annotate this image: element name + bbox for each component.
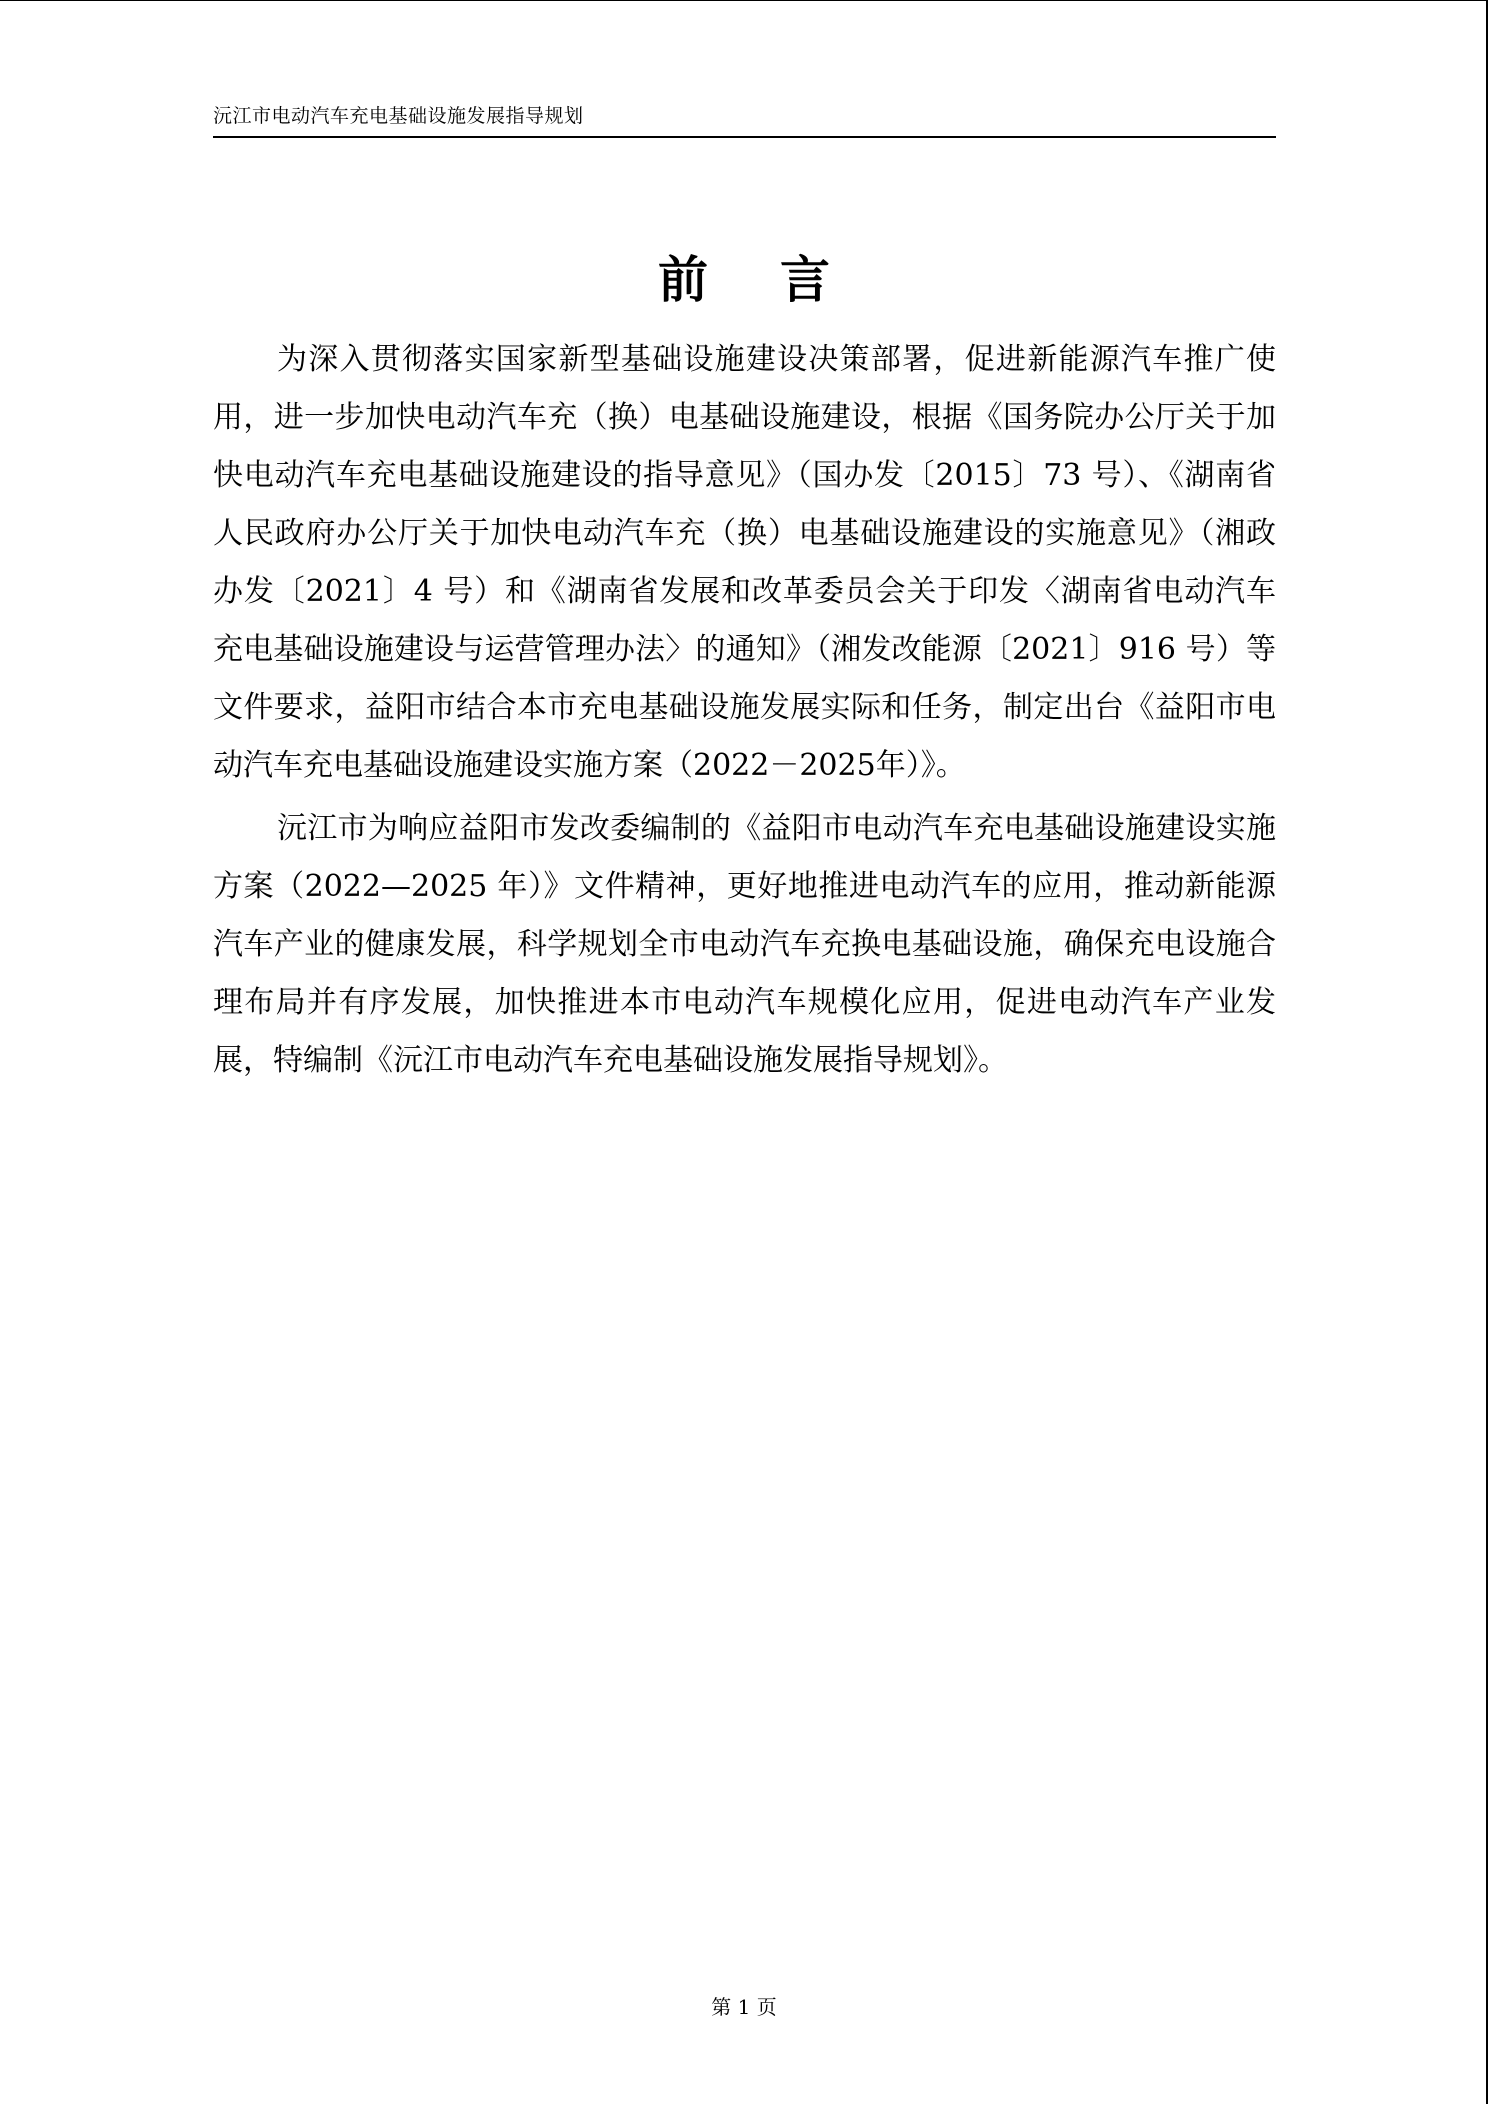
paragraph: 沅江市为响应益阳市发改委编制的《益阳市电动汽车充电基础设施建设实施方案（2022—2025 年）》文件精神，更好地推进电动汽车的应用，推动新能源汽车产业的健康发展，科学规划全市电动汽车充换电基础设施，确保充电设施合理布局并有序发展，加快推进本市电动汽车规模化应用，促进电动汽车产业发展，特编制《沅江市电动汽车充电基础设施发展指导规划》。 — [213, 811, 1276, 1078]
paragraph: 为深入贯彻落实国家新型基础设施建设决策部署，促进新能源汽车推广使用，进一步加快电动汽车充（换）电基础设施建设，根据《国务院办公厅关于加快电动汽车充电基础设施建设的指导意见》（国办发〔2015〕73 号）、《湖南省人民政府办公厅关于加快电动汽车充（换）电基础设施建设的实施意见》（湘政办发〔2021〕4 号）和《湖南省发展和改革委员会关于印发〈湖南省电动汽车充电基础设施建设与运营管理办法〉的通知》（湘发改能源〔2021〕916 号）等文件要求，益阳市结合本市充电基础设施发展实际和任务，制定出台《益阳市电动汽车充电基础设施建设实施方案（2022－2025年）》。 — [213, 342, 1276, 783]
running-header: 沅江市电动汽车充电基础设施发展指导规划 — [213, 105, 584, 127]
header-rule — [213, 136, 1276, 138]
page-number: 第 1 页 — [711, 1995, 777, 2019]
body-text — [213, 331, 1276, 1095]
page-border-top — [0, 0, 1488, 1]
page-title: 前言 — [658, 250, 902, 309]
